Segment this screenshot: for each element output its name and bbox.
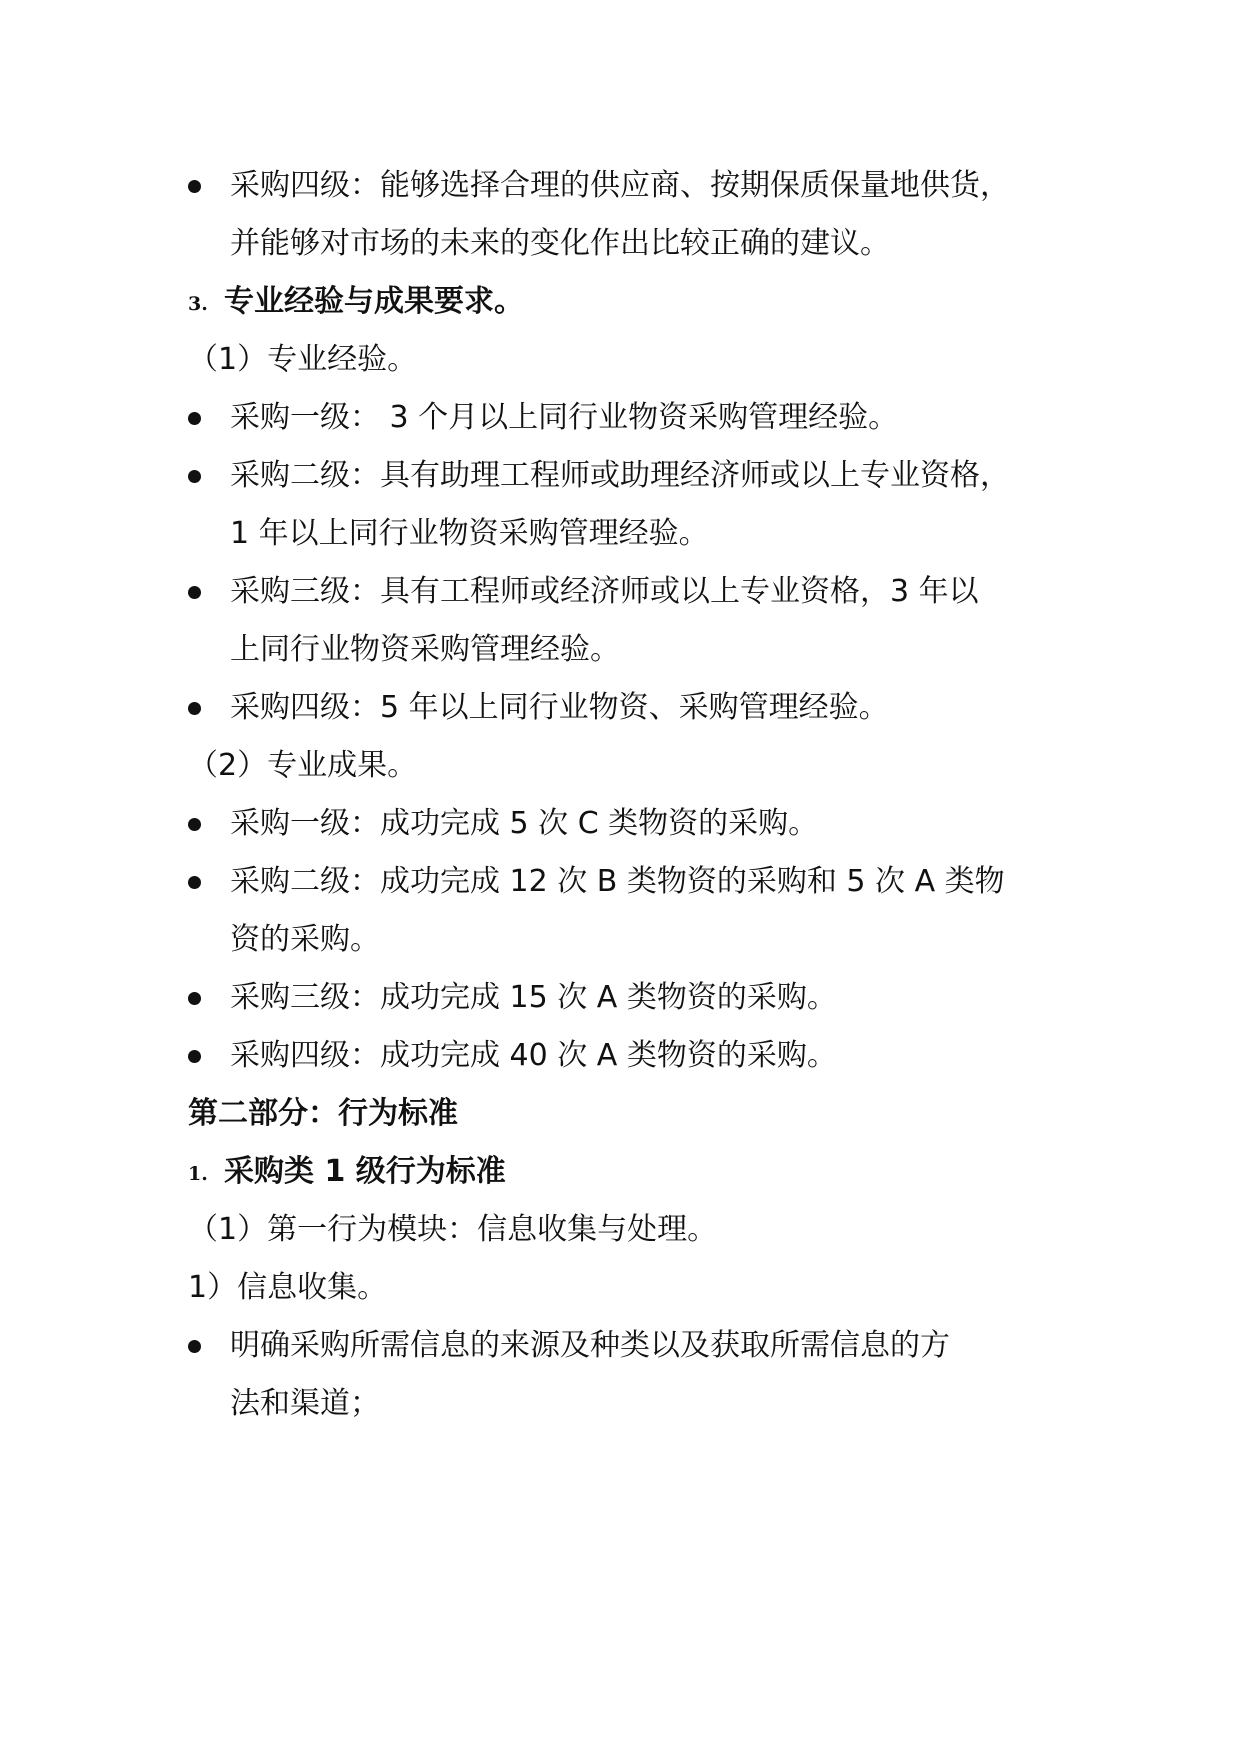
- bullet-text: 采购三级：成功完成 15 次 A 类物资的采购。: [230, 980, 837, 1015]
- continuation-line: [0, 912, 1241, 968]
- heading-text: 专业经验与成果要求。: [224, 284, 524, 319]
- bullet-line: [0, 796, 1241, 852]
- section-heading-text: 第二部分：行为标准: [188, 1096, 458, 1131]
- paragraph-line: [0, 1202, 1241, 1258]
- bullet-text: 采购四级：5 年以上同行业物资、采购管理经验。: [230, 690, 889, 725]
- bullet-text: 采购四级：成功完成 40 次 A 类物资的采购。: [230, 1038, 837, 1073]
- bullet-text: 采购三级：具有工程师或经济师或以上专业资格，3 年以: [230, 574, 979, 609]
- bullet-icon: [188, 702, 201, 715]
- bullet-line: [0, 680, 1241, 736]
- paragraph-text: （1）第一行为模块：信息收集与处理。: [188, 1212, 718, 1247]
- bullet-icon: [188, 1340, 201, 1353]
- numbered-heading: [0, 1144, 1241, 1200]
- heading-number: 3.: [188, 293, 208, 315]
- bullet-text: 采购二级：成功完成 12 次 B 类物资的采购和 5 次 A 类物: [230, 864, 1005, 899]
- bullet-line: [0, 1028, 1241, 1084]
- bullet-line: [0, 1318, 1241, 1374]
- paragraph-text: 1）信息收集。: [188, 1270, 388, 1305]
- continuation-text: 1 年以上同行业物资采购管理经验。: [230, 516, 709, 551]
- bullet-icon: [188, 876, 201, 889]
- bullet-line: [0, 158, 1241, 214]
- paragraph-text: （2）专业成果。: [188, 748, 418, 783]
- continuation-line: [0, 1376, 1241, 1432]
- continuation-text: 并能够对市场的未来的变化作出比较正确的建议。: [230, 226, 890, 261]
- continuation-line: [0, 216, 1241, 272]
- paragraph-line: [0, 332, 1241, 388]
- bullet-line: [0, 564, 1241, 620]
- continuation-line: [0, 622, 1241, 678]
- bullet-icon: [188, 412, 201, 425]
- bullet-icon: [188, 180, 201, 193]
- continuation-text: 上同行业物资采购管理经验。: [230, 632, 620, 667]
- bullet-line: [0, 390, 1241, 446]
- paragraph-line: [0, 738, 1241, 794]
- continuation-text: 法和渠道；: [230, 1386, 380, 1421]
- bullet-icon: [188, 1050, 201, 1063]
- section-heading: [0, 1086, 1241, 1142]
- heading-number: 1.: [188, 1163, 208, 1185]
- bullet-text: 采购四级：能够选择合理的供应商、按期保质保量地供货，: [230, 168, 1010, 203]
- bullet-text: 采购一级： 3 个月以上同行业物资采购管理经验。: [230, 400, 899, 435]
- bullet-icon: [188, 992, 201, 1005]
- heading-text: 采购类 1 级行为标准: [224, 1154, 506, 1189]
- numbered-heading: [0, 274, 1241, 330]
- bullet-line: [0, 854, 1241, 910]
- paragraph-text: （1）专业经验。: [188, 342, 418, 377]
- bullet-icon: [188, 586, 201, 599]
- bullet-icon: [188, 470, 201, 483]
- bullet-icon: [188, 818, 201, 831]
- bullet-text: 明确采购所需信息的来源及种类以及获取所需信息的方: [230, 1328, 950, 1363]
- continuation-text: 资的采购。: [230, 922, 380, 957]
- bullet-text: 采购一级：成功完成 5 次 C 类物资的采购。: [230, 806, 819, 841]
- bullet-text: 采购二级：具有助理工程师或助理经济师或以上专业资格，: [230, 458, 1010, 493]
- bullet-line: [0, 448, 1241, 504]
- continuation-line: [0, 506, 1241, 562]
- paragraph-line: [0, 1260, 1241, 1316]
- bullet-line: [0, 970, 1241, 1026]
